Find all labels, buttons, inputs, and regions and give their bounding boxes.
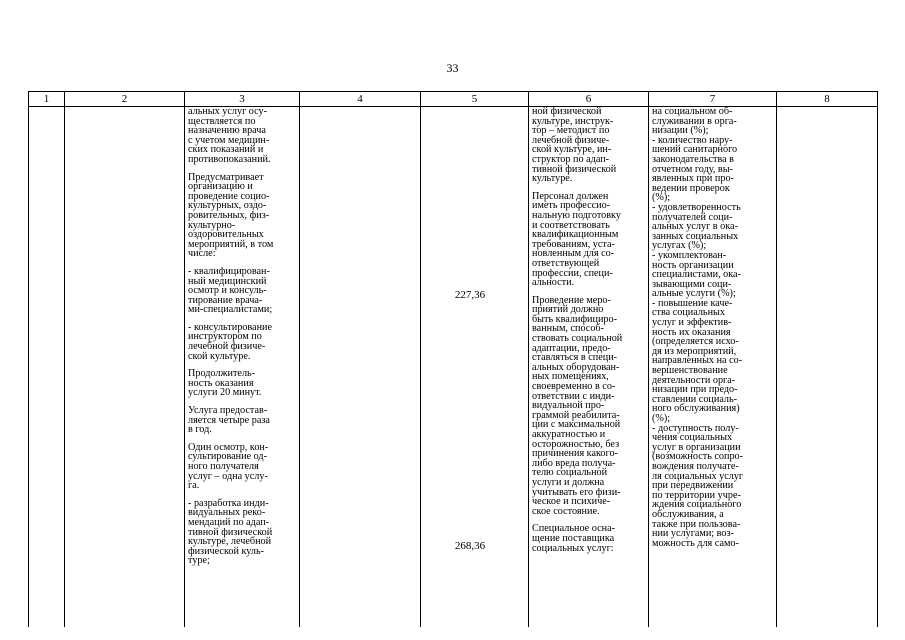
text-block: на социальном об- служивании в орга- низации (%); - количество нару- шений санитарного законодательства в отчетном году, вы- явленных при про- ведении проверок (%); - удовлетворенность получателей соци- альных услуг в ока- занных социальных услугах (%); - укомплектован- ность организации специалистами, ока- зывающими соци- альные услуги (%); - повышение каче- ства социальных услуг и эффектив- ность их оказания (определяется исхо- дя из мероприятий, направленных на со- вершенствование деятельности орга- низации при предо- ставлении социаль- ного обслуживания) (%); - доступность полу- чения социальных услуг в организации (возможность сопро- вождения получате- ля социальных услуг при передвижении по территории учре- ждения социального обслуживания, а также при пользова- нии услугами; воз- можность для само- <box>652 106 744 549</box>
col-header-3: 3 <box>185 92 300 107</box>
col-header-7: 7 <box>649 92 777 107</box>
cell-col-4 <box>300 107 421 628</box>
text-block: Продолжитель- ность оказания услуги 20 минут. <box>188 368 262 399</box>
cell-quality-indicators <box>649 107 777 628</box>
text-block: Специальное осна- щение поставщика социальных услуг: <box>532 523 615 554</box>
col-header-6: 6 <box>529 92 649 107</box>
text-block: альных услуг осу- ществляется по назначению врача с учетом медицин- ских показаний и противопоказаний. <box>188 106 271 165</box>
cell-col-2 <box>65 107 185 628</box>
price-value: 268,36 <box>454 540 486 552</box>
text-block: - разработка инди- видуальных реко- мендаций по адап- тивной физической культуре, лечебной физической куль- туре; <box>188 497 273 567</box>
col-header-2: 2 <box>65 92 185 107</box>
col-header-8: 8 <box>777 92 878 107</box>
text-block: Один осмотр, кон- сультирование од- ного получателя услуг – одна услу- га. <box>188 441 269 492</box>
text-block: Предусматривает организацию и проведение социо- культурных, оздо- ровительных, физ- культурно- оздоровительных мероприятий, в том числе: <box>188 171 274 260</box>
text-block: ной физической культуре, инструк- тор – методист по лечебной физиче- ской культуре, ин- структор по адап- тивной физической культуре. <box>532 106 617 185</box>
col-header-5: 5 <box>421 92 529 107</box>
cell-service-description <box>185 107 300 628</box>
text-block: - квалифицирован- ный медицинский осмотр и консуль- тирование врача- ми-специалистами; <box>188 265 273 316</box>
cell-col-8 <box>777 107 878 628</box>
text-block: Персонал должен иметь профессио- нальную подготовку и соответствовать квалификационным требованиям, уста- новленным для со- ответствующей профессии, специ- альности. <box>532 190 621 289</box>
text-block: - консультирование инструктором по лечебной физиче- ской культуре. <box>188 321 273 362</box>
cell-conditions <box>529 107 649 628</box>
price-value: 227,36 <box>454 289 486 301</box>
cell-col-1 <box>29 107 65 628</box>
text-block: Проведение меро- приятий должно быть квалифициро- ванным, способ- ствовать социальной адаптации, предо- ставляться в специ- альных оборудован- ных помещениях, своевременно в со- ответствии с инди- видуальной про- граммой реабилита- ции с максимальной аккуратностью и осторожностью, без причинения какого- либо вреда получа- телю социальной услуги и должна учитывать его физи- ческое и психиче- ское состояние. <box>532 294 623 517</box>
col-header-1: 1 <box>29 92 65 107</box>
page-number: 33 <box>446 61 459 75</box>
text-block: Услуга предостав- ляется четыре раза в год. <box>188 405 270 436</box>
col-header-4: 4 <box>300 92 421 107</box>
header-row <box>29 92 878 107</box>
